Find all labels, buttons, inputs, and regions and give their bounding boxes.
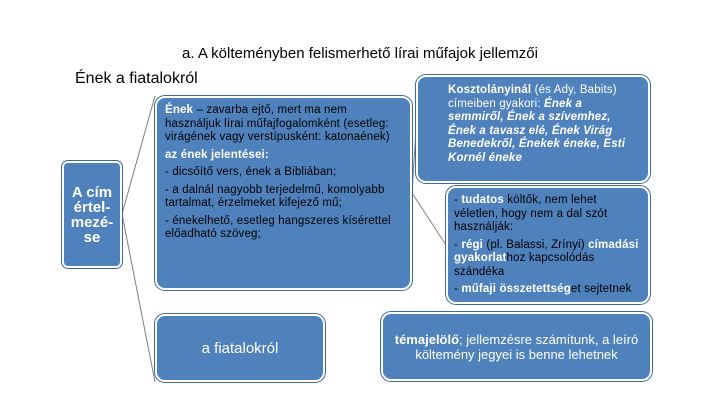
connector-cim-fiatal <box>122 214 155 382</box>
tudatos-item <box>454 194 642 235</box>
fiatal-label: a fiatalokról <box>201 339 279 357</box>
cim-line: A cím <box>71 183 113 201</box>
enek-definition-rest: – zavarba ejtő, mert ma nem használjuk lírai műfajfogalomként (esetleg: virágének vagy verstípusként: katonaének) <box>165 104 390 143</box>
cim-box-text <box>71 185 114 245</box>
kosztolanyi-name: Kosztolányinál <box>448 84 532 96</box>
cim-line: értel- <box>73 198 111 216</box>
temajelolo-box <box>381 312 652 381</box>
cimadasi-term: címadási gyakorlat <box>454 238 639 264</box>
temajelolo-text <box>389 332 644 362</box>
cimadasi-rest: hoz kapcsolódás szándéka <box>454 252 595 278</box>
tudatos-term: tudatos <box>461 194 504 206</box>
fiatal-box <box>155 314 325 382</box>
temajelolo-rest: ; jellemzésre számítunk, a leíró költemény jegyei is benne lehetnek <box>415 331 639 362</box>
tudatos-rest: költők, nem lehet véletlen, hogy nem a dal szót használják: <box>454 194 608 233</box>
connector-enek-tudatos <box>412 193 446 245</box>
enek-definition <box>165 104 402 145</box>
cim-line: mezé- <box>70 213 114 231</box>
temajelolo-term: témajelölő <box>394 331 460 347</box>
enek-meaning-item: - énekelhető, esetleg hangszeres kísérettel előadható szöveg; <box>165 214 391 240</box>
kosztolanyi-titles: Ének a semmiről, Ének a szívemhez, Ének a tavasz elé, Ének Virág Benedekről, Énekek éneke, Esti Kornél éneke <box>448 97 626 164</box>
tudatos-text <box>454 194 642 297</box>
bullet-dash: - <box>454 194 462 206</box>
kosztolanyi-box <box>416 75 650 183</box>
enek-term: Ének <box>165 104 194 116</box>
enek-box <box>155 96 412 290</box>
enek-meaning-item: - dicsőítő vers, ének a Bibliában; <box>165 166 337 178</box>
regi-item <box>454 239 642 280</box>
mufaji-item <box>454 283 642 297</box>
kosztolanyi-text <box>448 84 640 165</box>
bullet-dash: - <box>454 238 462 251</box>
tudatos-box <box>446 186 650 304</box>
enek-box-text <box>165 104 402 242</box>
enek-meaning-item: - a dalnál nagyobb terjedelmű, komolyabb tartalmat, érzelmeket kifejező mű; <box>165 183 385 209</box>
cim-line: se <box>83 228 101 246</box>
regi-rest: (pl. Balassi, Zrínyi) <box>483 238 589 251</box>
bullet-dash: - <box>454 283 462 295</box>
regi-term: régi <box>461 238 484 251</box>
connector-cim-enek <box>122 96 155 214</box>
kosztolanyi-rest: (és Ady, Babits) címeiben gyakori: <box>448 84 617 110</box>
cim-box <box>62 161 122 268</box>
slide-heading: a. A költeményben felismerhető lírai műfajok jellemzői <box>181 45 538 62</box>
slide-subheading: Ének a fiatalokról <box>75 70 198 87</box>
mufaji-term: műfaji összetettség <box>461 283 571 295</box>
mufaji-rest: et sejtetnek <box>570 283 632 295</box>
enek-meanings-title: az ének jelentései: <box>165 148 269 161</box>
